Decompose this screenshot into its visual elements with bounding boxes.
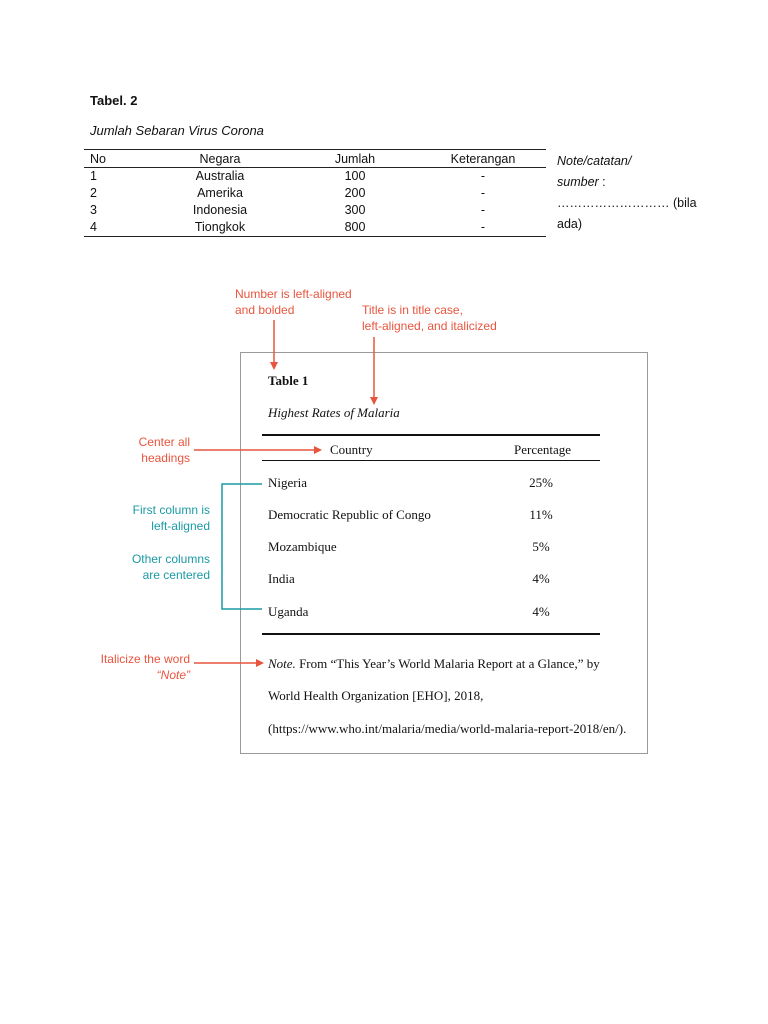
- tabel2-header-keterangan: Keterangan: [420, 150, 546, 168]
- annotation-italic-line1: Italicize the word: [100, 652, 190, 666]
- annotation-italic-note-word: “Note”: [156, 668, 190, 682]
- cell-country: Nigeria: [268, 475, 307, 490]
- annotation-center-line2: headings: [141, 451, 190, 465]
- tabel2-title: Jumlah Sebaran Virus Corona: [90, 123, 264, 138]
- cell-keterangan: -: [480, 169, 486, 183]
- annotation-first-line1: First column is: [132, 503, 210, 517]
- cell-jumlah: 200: [344, 186, 366, 200]
- cell-negara: Indonesia: [192, 203, 248, 217]
- cell-jumlah: 800: [290, 219, 420, 237]
- cell-jumlah: 100: [344, 169, 366, 183]
- tabel2-header-no: No: [84, 150, 150, 168]
- tabel2-header-negara: Negara: [150, 150, 290, 168]
- cell-negara: Tiongkok: [150, 219, 290, 237]
- cell-no: 1: [90, 169, 97, 183]
- cell-jumlah: 300: [344, 203, 366, 217]
- tabel2-label: Tabel. 2: [90, 93, 138, 108]
- cell-percentage: 25%: [529, 475, 553, 490]
- header-percentage: Percentage: [514, 442, 572, 457]
- cell-percentage: 4%: [532, 604, 550, 619]
- example-note-line3: (https://www.who.int/malaria/media/world-malaria-report-2018/en/).: [268, 721, 627, 736]
- annotation-other-line2: are centered: [142, 568, 210, 582]
- cell-country: Democratic Republic of Congo: [268, 507, 431, 522]
- cell-country: Uganda: [268, 604, 309, 619]
- cell-negara: Amerika: [197, 186, 243, 200]
- tabel2-note-sumber: sumber: [557, 175, 599, 189]
- cell-keterangan: -: [480, 186, 486, 200]
- cell-country: India: [268, 571, 295, 586]
- annotation-number-line1: Number is left-aligned: [235, 287, 352, 301]
- tabel2-note-line3: ……………………… (bila: [557, 196, 697, 210]
- cell-no: 4: [84, 219, 150, 237]
- cell-percentage: 5%: [532, 539, 550, 554]
- first-column-bracket: [222, 484, 262, 609]
- annotation-title-line1: Title is in title case,: [362, 303, 463, 317]
- example-note-word: Note.: [268, 656, 296, 671]
- cell-no: 2: [90, 186, 97, 200]
- example-note-line2: World Health Organization [EHO], 2018,: [268, 688, 484, 703]
- example-table-label: Table 1: [268, 373, 309, 388]
- annotation-other-line1: Other columns: [131, 552, 210, 566]
- cell-keterangan: -: [480, 203, 486, 217]
- cell-country: Mozambique: [268, 539, 337, 554]
- header-country: Country: [330, 442, 373, 457]
- annotation-title-line2: left-aligned, and italicized: [362, 319, 497, 333]
- tabel2-note-colon: :: [598, 175, 606, 189]
- tabel2-header-jumlah: Jumlah: [290, 150, 420, 168]
- tabel2-note-line4: ada): [557, 217, 583, 231]
- cell-keterangan: -: [420, 219, 546, 237]
- annotation-first-line2: left-aligned: [151, 519, 210, 533]
- cell-percentage: 4%: [532, 571, 550, 586]
- example-note-text: From “This Year’s World Malaria Report at a Glance,” by: [295, 656, 600, 671]
- cell-negara: Australia: [195, 169, 245, 183]
- tabel2-note-line1: Note/catatan/: [557, 154, 632, 168]
- example-table-title: Highest Rates of Malaria: [268, 405, 400, 420]
- annotation-number-line2: and bolded: [235, 303, 295, 317]
- cell-percentage: 11%: [529, 507, 553, 522]
- cell-no: 3: [90, 203, 97, 217]
- annotation-center-line1: Center all: [138, 435, 190, 449]
